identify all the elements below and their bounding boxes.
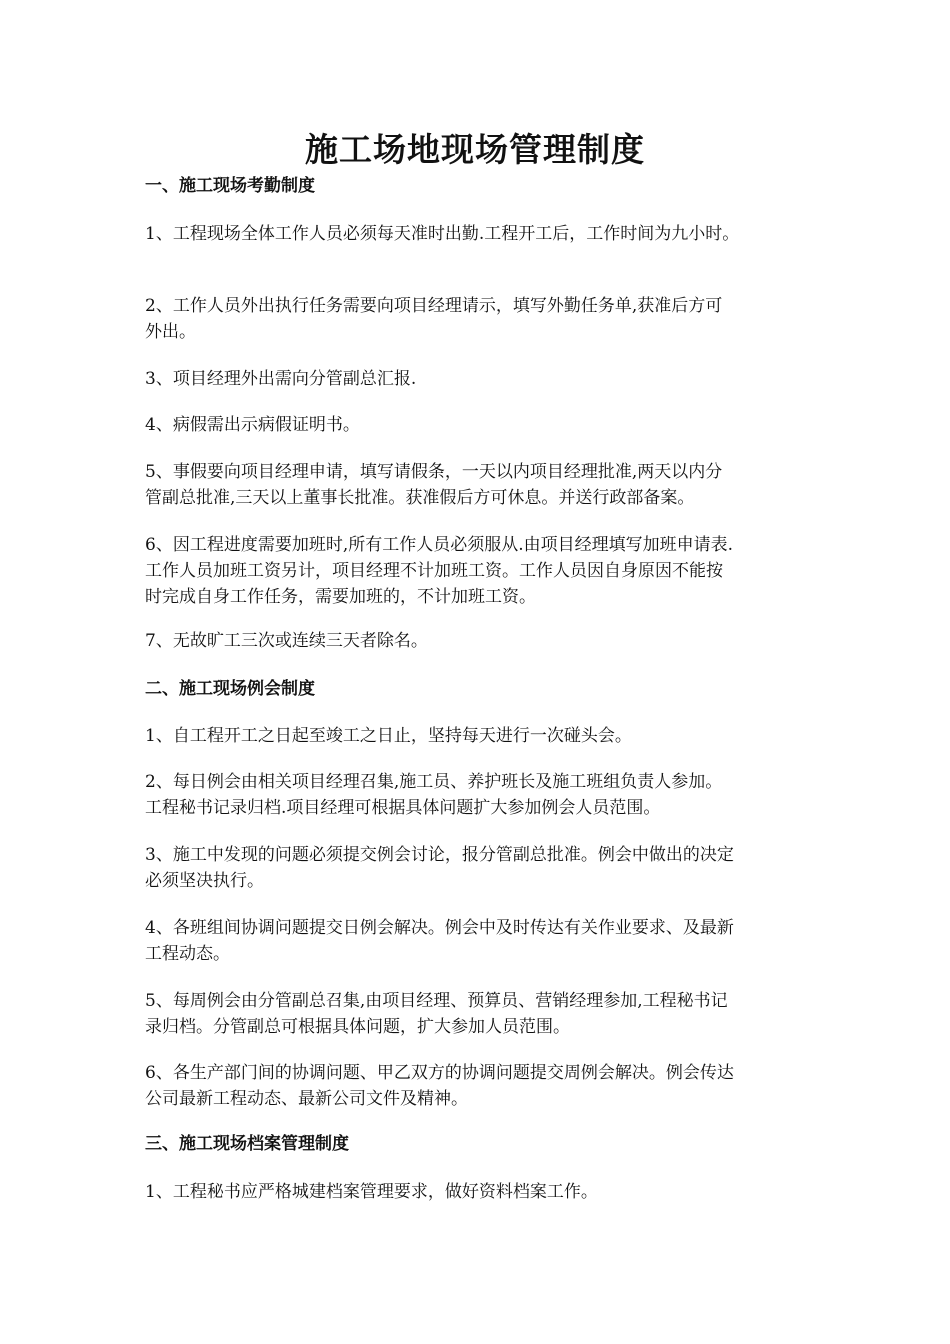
section-heading-attendance: 一、施工现场考勤制度 [145,176,315,196]
text-line: 5、事假要向项目经理申请，填写请假条，一天以内项目经理批准,两天以内分 [145,462,723,482]
paragraph [145,293,813,345]
paragraph [145,769,813,821]
text-line: 3、项目经理外出需向分管副总汇报. [145,369,417,389]
text-line: 2、工作人员外出执行任务需要向项目经理请示，填写外勤任务单,获准后方可 [145,296,723,316]
text-line: 必须坚决执行。 [145,871,264,891]
paragraph [145,459,813,511]
text-line: 6、各生产部门间的协调问题、甲乙双方的协调问题提交周例会解决。例会传达 [145,1063,734,1083]
text-line: 5、每周例会由分管副总召集,由项目经理、预算员、营销经理参加,工程秘书记 [145,991,728,1011]
document-title: 施工场地现场管理制度 [305,130,645,169]
text-line: 7、无故旷工三次或连续三天者除名。 [145,631,428,651]
text-line: 1、自工程开工之日起至竣工之日止，坚持每天进行一次碰头会。 [145,726,632,746]
text-line: 时完成自身工作任务，需要加班的，不计加班工资。 [145,587,536,607]
text-line: 1、工程秘书应严格城建档案管理要求，做好资料档案工作。 [145,1182,598,1202]
paragraph [145,412,813,438]
text-line: 1、工程现场全体工作人员必须每天准时出勤.工程开工后，工作时间为九小时。 [145,224,740,244]
text-line: 录归档。分管副总可根据具体问题，扩大参加人员范围。 [145,1017,570,1037]
paragraph [145,915,813,967]
paragraph [145,723,813,749]
paragraph [145,366,813,392]
paragraph [145,988,813,1040]
text-line: 4、病假需出示病假证明书。 [145,415,360,435]
paragraph [145,221,813,247]
paragraph [145,1060,813,1112]
paragraph [145,842,813,894]
text-line: 2、每日例会由相关项目经理召集,施工员、养护班长及施工班组负责人参加。 [145,772,723,792]
text-line: 工作人员加班工资另计，项目经理不计加班工资。工作人员因自身原因不能按 [145,561,723,581]
text-line: 工程秘书记录归档.项目经理可根据具体问题扩大参加例会人员范围。 [145,798,661,818]
section-heading-meetings: 二、施工现场例会制度 [145,679,315,699]
text-line: 4、各班组间协调问题提交日例会解决。例会中及时传达有关作业要求、及最新 [145,918,734,938]
paragraph [145,628,813,654]
text-line: 工程动态。 [145,944,230,964]
paragraph [145,1179,813,1205]
text-line: 3、施工中发现的问题必须提交例会讨论，报分管副总批准。例会中做出的决定 [145,845,734,865]
section-heading-archives: 三、施工现场档案管理制度 [145,1134,349,1154]
text-line: 外出。 [145,322,196,342]
paragraph [145,532,813,610]
text-line: 公司最新工程动态、最新公司文件及精神。 [145,1089,468,1109]
text-line: 管副总批准,三天以上董事长批准。获准假后方可休息。并送行政部备案。 [145,488,695,508]
text-line: 6、因工程进度需要加班时,所有工作人员必须服从.由项目经理填写加班申请表. [145,535,734,555]
